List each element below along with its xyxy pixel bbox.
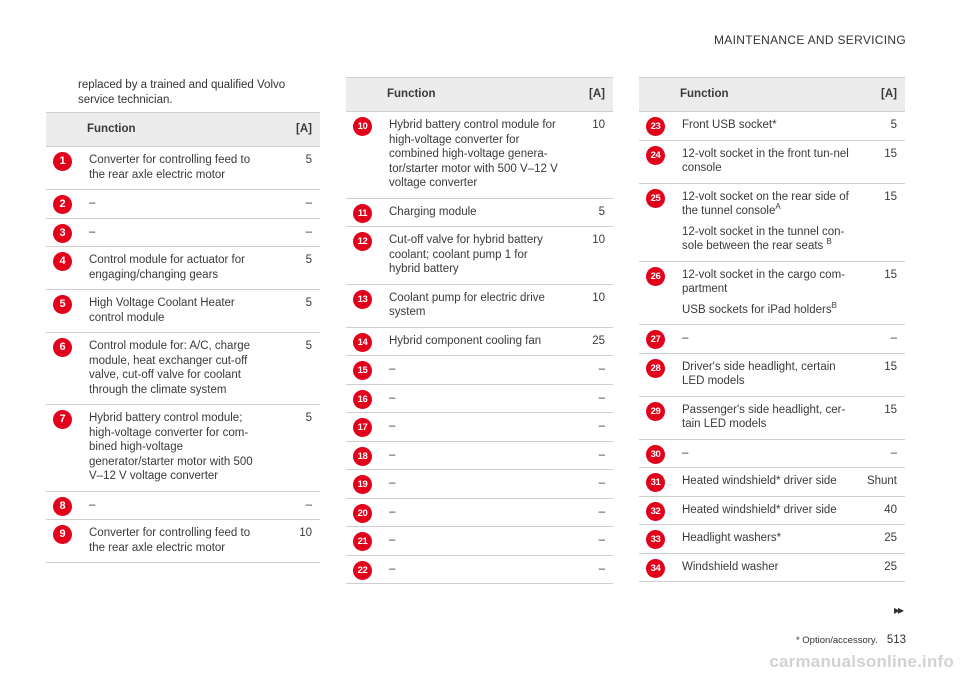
fuse-amperage: 40 — [857, 496, 905, 525]
fuse-function: – — [389, 363, 396, 375]
footnote-marker: B — [831, 300, 837, 310]
fuse-amperage: 10 — [565, 227, 613, 285]
fuse-function: Charging module — [389, 205, 477, 218]
fuse-number-badge: 31 — [646, 473, 665, 492]
fuse-row — [346, 284, 613, 327]
fuse-function-secondary: 12-volt socket in the tunnel con-sole between the rear seats — [682, 225, 845, 252]
fuse-number-badge: 8 — [53, 497, 72, 516]
fuse-number-badge: 2 — [53, 195, 72, 214]
fuse-row — [46, 290, 320, 333]
fuse-function: Heated windshield* driver side — [682, 475, 837, 487]
fuse-amperage: 10 — [272, 520, 320, 563]
fuse-amperage: – — [565, 413, 613, 442]
fuse-amperage: 15 — [857, 353, 905, 396]
fuse-function: – — [389, 534, 396, 546]
fuse-amperage: – — [272, 190, 320, 219]
fuse-row — [346, 441, 613, 470]
fuse-function: Driver's side headlight, certain LED models — [682, 360, 836, 387]
fuse-function: Hybrid component cooling fan — [389, 334, 542, 347]
fuse-number-badge: 20 — [353, 504, 372, 523]
fuse-amperage: 25 — [857, 553, 905, 582]
fuse-row — [639, 140, 905, 183]
fuse-number-badge: 13 — [353, 290, 372, 309]
fuse-row — [346, 227, 613, 285]
amperage-header: [A] — [272, 113, 320, 147]
fuse-function: – — [89, 225, 96, 238]
fuse-number-badge: 12 — [353, 232, 372, 251]
fuse-number-badge: 11 — [353, 204, 372, 223]
fuse-row — [46, 491, 320, 520]
watermark: carmanualsonline.info — [769, 652, 954, 671]
fuse-function: – — [389, 505, 396, 518]
fuse-number-badge: 14 — [353, 333, 372, 352]
function-header: Function — [383, 78, 565, 112]
fuse-amperage: – — [565, 470, 613, 499]
fuse-amperage: 5 — [272, 247, 320, 290]
fuse-amperage: 5 — [272, 405, 320, 492]
fuse-row — [639, 112, 905, 141]
function-header: Function — [676, 78, 857, 112]
fuse-amperage: 5 — [565, 198, 613, 227]
fuse-row — [46, 218, 320, 247]
fuse-number-badge: 32 — [646, 502, 665, 521]
fuse-amperage: – — [272, 491, 320, 520]
fuse-amperage: 15 — [857, 396, 905, 439]
fuse-number-badge: 6 — [53, 338, 72, 357]
page-number: 513 — [886, 634, 906, 646]
fuse-number-badge: 25 — [646, 189, 665, 208]
fuse-row — [46, 147, 320, 190]
fuse-number-badge: 23 — [646, 117, 665, 136]
fuse-row — [639, 183, 905, 261]
fuse-function: Heated windshield* driver side — [682, 503, 837, 516]
fuse-row — [46, 190, 320, 219]
fuse-function: – — [682, 332, 689, 344]
fuse-number-badge: 5 — [53, 295, 72, 314]
fuse-number-badge: 21 — [353, 532, 372, 551]
fuse-number-badge: 10 — [353, 117, 372, 136]
fuse-function: – — [389, 562, 396, 575]
intro-paragraph: replaced by a trained and qualified Volvo service technician. — [78, 79, 286, 106]
fuse-function: Passenger's side headlight, cer-tain LED models — [682, 403, 846, 430]
footnote-marker: A — [775, 202, 781, 212]
fuse-row — [346, 384, 613, 413]
fuse-number-badge: 4 — [53, 252, 72, 271]
fuse-row — [639, 525, 905, 554]
fuse-function: – — [682, 446, 689, 459]
option-footnote: * Option/accessory. — [795, 635, 878, 646]
fuse-function: High Voltage Coolant Heater control module — [89, 297, 235, 324]
fuse-row — [639, 325, 905, 354]
fuse-number-badge: 3 — [53, 224, 72, 243]
fuse-function: Hybrid battery control module; high-voltage converter for com-bined high-voltage generator/starter motor with 500 V–12 V voltage converter — [89, 412, 253, 482]
fuse-function: Coolant pump for electric drive system — [389, 291, 545, 318]
fuse-amperage: 10 — [565, 284, 613, 327]
fuse-function: 12-volt socket on the rear side of the tunnel console — [682, 190, 849, 217]
fuse-amperage: 10 — [565, 112, 613, 199]
fuse-function: Headlight washers* — [682, 532, 782, 544]
fuse-amperage: 5 — [272, 147, 320, 190]
amperage-header: [A] — [565, 78, 613, 112]
fuse-row — [46, 405, 320, 492]
fuse-function: – — [389, 448, 396, 461]
fuse-row — [639, 553, 905, 582]
fuse-row — [639, 353, 905, 396]
fuse-function: Control module for actuator for engaging/changing gears — [89, 254, 245, 281]
fuse-amperage: 5 — [272, 290, 320, 333]
next-page-arrows[interactable]: ▸▸ — [893, 603, 902, 617]
fuse-function: Hybrid battery control module for high-voltage converter for combined high-voltage genera-tor/starter motor with 500 V–12 V voltage converter — [389, 119, 558, 189]
fuse-number-badge: 19 — [353, 475, 372, 494]
fuse-row — [46, 247, 320, 290]
fuse-amperage: Shunt — [857, 468, 905, 497]
fuse-amperage: – — [565, 384, 613, 413]
fuse-table-3 — [639, 77, 905, 582]
fuse-function: Control module for: A/C, charge module, heat exchanger cut-off valve, cut-off valve for coolant through the climate system — [89, 340, 251, 396]
fuse-number-badge: 1 — [53, 152, 72, 171]
page-footer — [796, 634, 906, 646]
fuse-function: – — [389, 420, 396, 432]
fuse-row — [639, 396, 905, 439]
fuse-row — [46, 333, 320, 405]
fuse-number-badge: 30 — [646, 445, 665, 464]
fuse-function: 12-volt socket in the front tun-nel console — [682, 147, 849, 174]
fuse-table-2 — [346, 77, 613, 584]
section-title: MAINTENANCE AND SERVICING — [714, 33, 906, 47]
fuse-amperage: 15 — [857, 140, 905, 183]
num-header — [639, 78, 676, 112]
fuse-amperage: 5 — [272, 333, 320, 405]
fuse-number-badge: 33 — [646, 530, 665, 549]
fuse-number-badge: 26 — [646, 267, 665, 286]
fuse-function: – — [389, 477, 396, 489]
fuse-row — [346, 470, 613, 499]
fuse-number-badge: 15 — [353, 361, 372, 380]
fuse-amperage: – — [272, 218, 320, 247]
fuse-row — [639, 439, 905, 468]
fuse-amperage: – — [565, 441, 613, 470]
fuse-row — [639, 496, 905, 525]
fuse-amperage: 25 — [565, 327, 613, 356]
fuse-amperage: 15 — [857, 261, 905, 325]
fuse-amperage: – — [565, 555, 613, 584]
fuse-function: Converter for controlling feed to the rear axle electric motor — [89, 527, 251, 554]
fuse-row — [346, 356, 613, 385]
fuse-number-badge: 7 — [53, 410, 72, 429]
fuse-row — [346, 555, 613, 584]
fuse-number-badge: 16 — [353, 390, 372, 409]
fuse-amperage: – — [565, 527, 613, 556]
fuse-number-badge: 22 — [353, 561, 372, 580]
fuse-amperage: – — [857, 439, 905, 468]
fuse-function: – — [389, 391, 396, 404]
function-header: Function — [83, 113, 272, 147]
fuse-function: Converter for controlling feed to the rear axle electric motor — [89, 154, 251, 181]
fuse-number-badge: 29 — [646, 402, 665, 421]
fuse-row — [346, 327, 613, 356]
fuse-function: 12-volt socket in the cargo com-partment — [682, 268, 845, 295]
fuse-row — [46, 520, 320, 563]
fuse-row — [346, 413, 613, 442]
fuse-row — [639, 261, 905, 325]
fuse-number-badge: 18 — [353, 447, 372, 466]
fuse-function-secondary: USB sockets for iPad holders — [682, 303, 832, 316]
fuse-amperage: 15 — [857, 183, 905, 261]
fuse-number-badge: 34 — [646, 559, 665, 578]
fuse-number-badge: 9 — [53, 525, 72, 544]
fuse-function: – — [89, 498, 96, 511]
fuse-number-badge: 28 — [646, 359, 665, 378]
fuse-row — [346, 527, 613, 556]
fuse-amperage: 25 — [857, 525, 905, 554]
fuse-function: Cut-off valve for hybrid battery coolant; coolant pump 1 for hybrid battery — [389, 234, 543, 275]
fuse-amperage: – — [565, 356, 613, 385]
fuse-amperage: 5 — [857, 112, 905, 141]
fuse-number-badge: 17 — [353, 418, 372, 437]
num-header — [46, 113, 83, 147]
fuse-row — [346, 198, 613, 227]
fuse-amperage: – — [857, 325, 905, 354]
fuse-number-badge: 24 — [646, 146, 665, 165]
fuse-function: Windshield washer — [682, 560, 779, 573]
fuse-row — [346, 498, 613, 527]
fuse-row — [639, 468, 905, 497]
num-header — [346, 78, 383, 112]
amperage-header: [A] — [857, 78, 905, 112]
fuse-table-1 — [46, 112, 320, 563]
fuse-function: Front USB socket* — [682, 119, 777, 131]
footnote-marker: B — [826, 237, 832, 247]
fuse-function: – — [89, 197, 96, 209]
fuse-row — [346, 112, 613, 199]
fuse-amperage: – — [565, 498, 613, 527]
fuse-number-badge: 27 — [646, 330, 665, 349]
